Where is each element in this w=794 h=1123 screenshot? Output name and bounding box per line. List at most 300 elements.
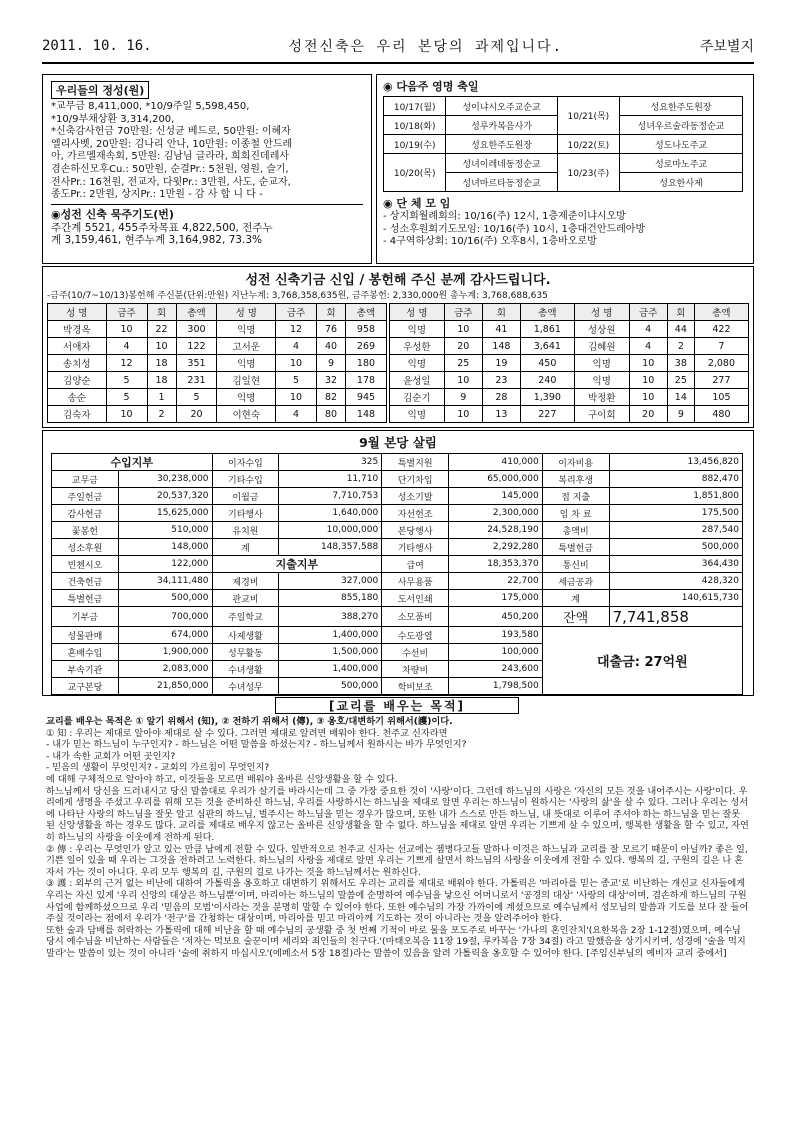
table-cell: 422 bbox=[694, 321, 748, 338]
table-cell: 25 bbox=[444, 355, 482, 372]
table-cell: 익명 bbox=[390, 355, 445, 372]
column-header: 총액 bbox=[345, 304, 386, 321]
account-amount: 2,292,280 bbox=[449, 539, 543, 556]
account-amount: 327,000 bbox=[279, 573, 382, 590]
expense-section-title: 지출지부 bbox=[212, 556, 382, 573]
table-row bbox=[390, 338, 749, 355]
issue-date: 2011. 10. 16. bbox=[42, 38, 152, 54]
doctrine-paragraph: ① 知 : 우리는 제대로 알아야 제대로 살 수 있다. 그러면 제대로 알려면 배워야 한다. 천주교 신자라면 bbox=[46, 727, 448, 739]
table-cell: 44 bbox=[667, 321, 694, 338]
account-name: 수도광열 bbox=[382, 627, 449, 644]
account-amount: 674,000 bbox=[118, 627, 212, 644]
account-amount: 1,851,800 bbox=[609, 488, 742, 505]
table-cell: 269 bbox=[345, 338, 386, 355]
account-name: 성무활동 bbox=[212, 644, 279, 661]
page-header bbox=[42, 30, 754, 64]
column-header: 회 bbox=[667, 304, 694, 321]
column-header: 성 명 bbox=[390, 304, 445, 321]
table-row bbox=[52, 590, 743, 607]
table-cell: 480 bbox=[694, 406, 748, 423]
table-cell: 12 bbox=[106, 355, 147, 372]
doctrine-paragraph: - 내가 믿는 하느님이 누구인지? - 하느님은 어떤 말씀을 하셨는지? - 하느님께서 원하시는 바가 무엇인지? bbox=[46, 739, 467, 751]
table-cell: 80 bbox=[317, 406, 346, 423]
table-cell: 10 bbox=[629, 389, 667, 406]
account-name: 유치원 bbox=[212, 522, 279, 539]
account-name: 이자수입 bbox=[212, 454, 279, 471]
offering-line: *10/9부채상환 3,314,200, bbox=[51, 113, 175, 125]
feast-date: 10/23(주) bbox=[557, 154, 619, 192]
table-cell: 김양순 bbox=[48, 372, 107, 389]
balance-label: 잔액 bbox=[542, 607, 609, 627]
doctrine-title: [교리를 배우는 목적] bbox=[275, 697, 519, 714]
table-cell: 122 bbox=[176, 338, 217, 355]
offering-box bbox=[42, 74, 372, 264]
donation-table-right bbox=[389, 303, 749, 423]
income-section-title: 수입지부 bbox=[52, 454, 213, 471]
feast-name: 성루카복음사가 bbox=[446, 116, 557, 135]
table-cell: 성상원 bbox=[574, 321, 629, 338]
table-cell: 10 bbox=[629, 372, 667, 389]
table-row bbox=[48, 406, 387, 423]
column-header: 회 bbox=[482, 304, 520, 321]
donation-box bbox=[42, 266, 754, 428]
table-row bbox=[52, 607, 743, 627]
feast-date: 10/20(목) bbox=[384, 154, 446, 192]
table-cell: 박경옥 bbox=[48, 321, 107, 338]
table-cell: 148 bbox=[482, 338, 520, 355]
account-name: 성소후원 bbox=[52, 539, 119, 556]
table-cell: 익명 bbox=[574, 372, 629, 389]
table-cell: 우성한 bbox=[390, 338, 445, 355]
account-amount: 1,798,500 bbox=[449, 678, 543, 695]
account-amount: 24,528,190 bbox=[449, 522, 543, 539]
schedule-box bbox=[376, 74, 754, 264]
account-amount: 22,700 bbox=[449, 573, 543, 590]
table-row bbox=[52, 488, 743, 505]
account-amount: 15,625,000 bbox=[118, 505, 212, 522]
account-amount: 1,400,000 bbox=[279, 627, 382, 644]
feast-name: 성요한주도원장 bbox=[446, 135, 557, 154]
table-cell: 김숙자 bbox=[48, 406, 107, 423]
table-cell: 178 bbox=[345, 372, 386, 389]
account-name: 꽃봉헌 bbox=[52, 522, 119, 539]
account-amount: 122,000 bbox=[118, 556, 212, 573]
table-cell: 40 bbox=[317, 338, 346, 355]
account-amount: 428,320 bbox=[609, 573, 742, 590]
account-amount: 1,640,000 bbox=[279, 505, 382, 522]
account-name: 접 지출 bbox=[542, 488, 609, 505]
account-amount: 700,000 bbox=[118, 607, 212, 627]
table-cell: 1 bbox=[147, 389, 176, 406]
table-cell: 41 bbox=[482, 321, 520, 338]
account-name: 감사헌금 bbox=[52, 505, 119, 522]
account-name: 세금공과 bbox=[542, 573, 609, 590]
feast-date: 10/21(목) bbox=[557, 97, 619, 135]
account-amount: 364,430 bbox=[609, 556, 742, 573]
account-name: 사제생활 bbox=[212, 627, 279, 644]
finance-box bbox=[42, 430, 754, 696]
feast-name: 성이냐시오주교순교 bbox=[446, 97, 557, 116]
account-name: 수선비 bbox=[382, 644, 449, 661]
account-name: 혼배수입 bbox=[52, 644, 119, 661]
account-amount: 148,000 bbox=[118, 539, 212, 556]
table-cell: 105 bbox=[694, 389, 748, 406]
account-name: 총액비 bbox=[542, 522, 609, 539]
account-name: 기타행사 bbox=[212, 505, 279, 522]
account-amount: 450,200 bbox=[449, 607, 543, 627]
table-cell: 20 bbox=[629, 406, 667, 423]
account-name: 계 bbox=[212, 539, 279, 556]
offering-lines bbox=[51, 101, 363, 202]
table-cell: 10 bbox=[444, 321, 482, 338]
table-row bbox=[390, 355, 749, 372]
doctrine-paragraph: - 믿음의 생활이 무엇인지? - 교회의 가르침이 무엇인지? bbox=[46, 762, 270, 774]
account-amount: 21,850,000 bbox=[118, 678, 212, 695]
table-cell: 익명 bbox=[390, 406, 445, 423]
feast-date: 10/18(화) bbox=[384, 116, 446, 135]
schedule-title: ◉ 다음주 영명 축일 bbox=[383, 80, 479, 93]
account-amount: 145,000 bbox=[449, 488, 543, 505]
column-header: 금주 bbox=[106, 304, 147, 321]
table-cell: 김순기 bbox=[390, 389, 445, 406]
table-cell: 김일현 bbox=[217, 372, 276, 389]
meetings-lines bbox=[383, 211, 747, 249]
account-amount: 243,600 bbox=[449, 661, 543, 678]
table-cell: 38 bbox=[667, 355, 694, 372]
table-cell: 18 bbox=[147, 355, 176, 372]
table-row bbox=[52, 573, 743, 590]
finance-table bbox=[51, 453, 743, 695]
meeting-item: - 상지회월례회의: 10/16(주) 12시, 1층제준이냐시오방 bbox=[383, 211, 626, 222]
doctrine-paragraph: ③ 護 : 외부의 근거 없는 비난에 대하여 가톨릭을 옹호하고 대변하기 위해서도 우리는 교리를 제대로 배워야 한다. 가톨릭은 '마리아를 믿는 종교'로 비난하는 개신교 신자들에게 우리는 자신 있게 '우리 신앙의 대상은 하느님뿐'이며, 마리아는 하느님의 말씀에 순명하여 예수님을 낳으신 어머니로서 '공경의 대상' '사랑의 대상'이며, 겸손하게 하느님의 구원사업에 함께하셨으므로 우리 '믿음의 모범'이시라는 것을 분명히 말할 수 있어야 한다. 또한 예수님의 가장 가까이에 계셨으므로 예수님께서 성모님의 말씀과 기도를 보다 잘 들어주실 것이라는 점에서 우리가 '전구'를 간청하는 대상이며, 마리아를 믿고 마리아께 기도하는 것이 아니라는 것을 알려주어야 한다. bbox=[46, 878, 749, 925]
balance-value: 7,741,858 bbox=[609, 607, 742, 627]
account-name: 제경비 bbox=[212, 573, 279, 590]
table-row bbox=[52, 539, 743, 556]
account-name: 차량비 bbox=[382, 661, 449, 678]
offering-title: 우리들의 정성(원) bbox=[51, 81, 149, 99]
table-cell: 32 bbox=[317, 372, 346, 389]
table-row bbox=[52, 454, 743, 471]
account-amount: 140,615,730 bbox=[609, 590, 742, 607]
account-name: 본당행사 bbox=[382, 522, 449, 539]
account-amount: 11,710 bbox=[279, 471, 382, 488]
doctrine-paragraph: ② 傳 : 우리는 무엇인가 알고 있는 만큼 남에게 전할 수 있다. 일반적으로 천주교 신자는 선교에는 젬병다고들 말하나 이것은 하느님과 교리를 잘 모르기 때문이 아닐까? 좋은 일, 기쁜 일이 있을 때 우리는 그것을 전하려고 노력한다. 하느님의 사랑을 제대로 알면 우리는 기쁘게 살면서 하느님의 사랑을 이웃에게 전할 수 있다. 행복의 길, 구원의 길은 나 혼자서 가는 것이 아니다. 우리 모두 행복의 길, 구원의 길로 나가는 것을 하느님께서는 원하신다. bbox=[46, 843, 748, 878]
table-cell: 2,080 bbox=[694, 355, 748, 372]
account-name: 도서인쇄 bbox=[382, 590, 449, 607]
offering-line: *신축감사헌금 70만원: 신성균 베드로, 50만원: 이혜자 bbox=[51, 126, 291, 138]
account-name: 빈첸시오 bbox=[52, 556, 119, 573]
feast-table bbox=[383, 96, 743, 192]
account-amount: 18,353,370 bbox=[449, 556, 543, 573]
doctrine-paragraph: - 내가 속한 교회가 어떤 곳인지? bbox=[46, 750, 176, 762]
table-cell: 10 bbox=[106, 321, 147, 338]
table-cell: 13 bbox=[482, 406, 520, 423]
feast-name: 성로마노주교 bbox=[620, 154, 743, 173]
table-cell: 10 bbox=[629, 355, 667, 372]
account-amount: 193,580 bbox=[449, 627, 543, 644]
doctrine-lead: 교리를 배우는 목적은 ① 알기 위해서 (知), ② 전하기 위해서 (傳), ③ 옹호/대변하기 위해서(護)이다. bbox=[46, 716, 453, 727]
table-cell: 9 bbox=[667, 406, 694, 423]
table-cell: 227 bbox=[520, 406, 574, 423]
account-name: 특별헌금 bbox=[52, 590, 119, 607]
account-name: 급여 bbox=[382, 556, 449, 573]
table-cell: 고서운 bbox=[217, 338, 276, 355]
account-amount: 30,238,000 bbox=[118, 471, 212, 488]
doctrine-paragraph: 하느님께서 당신을 드러내시고 당신 말씀대로 우리가 살기를 바라시는데 그 중 가장 중요한 것이 '사랑'이다. 그런데 하느님의 사랑은 '자신의 모든 것을 내어주시는 사랑'이다. 우리에게 생명을 주셨고 우리를 위해 모든 것을 준비하신 하느님, 우리를 사랑하시는 하느님을 제대로 알면 우리는 하느님이 원하시는 '사랑의 삶'을 살 수 있다. 그러나 우리는 성서에 나타난 사랑의 하느님을 잘못 알고 심판의 하느님, 벌주시는 하느님을 믿는 경우가 많으며, 또한 내가 스스로 만든 하느님, 내 뜻대로 이루어 주셔야 하는 하느님을 믿는 잘못된 신앙생활을 하는 경우도 많다. 교리를 제대로 배우지 않고는 올바른 신앙생활을 할 수 없다. 하느님을 제대로 알면 우리는 기쁘게 살 수 있으며, 행복한 생활을 할 수 있고, 자연히 하느님의 사랑을 이웃에게 전하게 된다. bbox=[46, 785, 749, 843]
feast-name: 성요한주도원장 bbox=[620, 97, 743, 116]
account-amount: 2,083,000 bbox=[118, 661, 212, 678]
feast-name: 성요한사제 bbox=[620, 173, 743, 192]
table-cell: 351 bbox=[176, 355, 217, 372]
column-header: 금주 bbox=[444, 304, 482, 321]
column-header: 총액 bbox=[520, 304, 574, 321]
feast-date: 10/17(월) bbox=[384, 97, 446, 116]
doctrine-paragraph: 에 대해 구체적으로 알아야 하고, 이것들을 모르면 배워야 올바른 신앙생활을 할 수 있다. bbox=[46, 773, 398, 785]
table-cell: 18 bbox=[147, 372, 176, 389]
table-cell: 익명 bbox=[217, 321, 276, 338]
column-header: 성 명 bbox=[217, 304, 276, 321]
account-amount: 100,000 bbox=[449, 644, 543, 661]
table-row bbox=[48, 389, 387, 406]
offering-line: 전사Pr.: 16천원, 전교자, 다윗Pr.: 3만원, 사도, 순교자, bbox=[51, 176, 291, 188]
account-amount: 175,500 bbox=[609, 505, 742, 522]
account-name: 특별지원 bbox=[382, 454, 449, 471]
account-name: 수녀성무 bbox=[212, 678, 279, 695]
table-cell: 3,641 bbox=[520, 338, 574, 355]
table-row bbox=[52, 556, 743, 573]
table-cell: 5 bbox=[106, 372, 147, 389]
table-row bbox=[48, 321, 387, 338]
offering-line: 종도Pr.: 2만원, 상지Pr.: 1만원 - 감 사 합 니 다 - bbox=[51, 189, 263, 201]
table-row bbox=[52, 505, 743, 522]
table-row bbox=[390, 321, 749, 338]
table-cell: 20 bbox=[444, 338, 482, 355]
account-amount: 325 bbox=[279, 454, 382, 471]
account-amount: 882,470 bbox=[609, 471, 742, 488]
table-cell: 익명 bbox=[390, 321, 445, 338]
account-amount: 500,000 bbox=[279, 678, 382, 695]
table-row bbox=[48, 338, 387, 355]
account-name: 단기차입 bbox=[382, 471, 449, 488]
table-cell: 박정환 bbox=[574, 389, 629, 406]
account-name: 이자비용 bbox=[542, 454, 609, 471]
table-cell: 4 bbox=[276, 406, 317, 423]
account-name: 주일헌금 bbox=[52, 488, 119, 505]
account-name: 교구본당 bbox=[52, 678, 119, 695]
account-name: 관교비 bbox=[212, 590, 279, 607]
feast-name: 성녀우르술라동정순교 bbox=[620, 116, 743, 135]
table-cell: 12 bbox=[276, 321, 317, 338]
table-cell: 4 bbox=[106, 338, 147, 355]
account-amount: 7,710,753 bbox=[279, 488, 382, 505]
table-cell: 300 bbox=[176, 321, 217, 338]
table-cell: 945 bbox=[345, 389, 386, 406]
table-cell: 82 bbox=[317, 389, 346, 406]
meetings-title: ◉ 단 체 모 임 bbox=[383, 197, 451, 210]
account-name: 계 bbox=[542, 590, 609, 607]
prayer-lines bbox=[51, 222, 363, 247]
table-row bbox=[52, 471, 743, 488]
table-row bbox=[390, 406, 749, 423]
account-name: 기부금 bbox=[52, 607, 119, 627]
table-cell: 10 bbox=[276, 389, 317, 406]
account-amount: 175,000 bbox=[449, 590, 543, 607]
account-name: 건축헌금 bbox=[52, 573, 119, 590]
table-cell: 20 bbox=[176, 406, 217, 423]
table-cell: 958 bbox=[345, 321, 386, 338]
account-amount: 500,000 bbox=[118, 590, 212, 607]
table-cell: 익명 bbox=[574, 355, 629, 372]
column-header: 회 bbox=[147, 304, 176, 321]
account-name: 기타수입 bbox=[212, 471, 279, 488]
feast-name: 성녀마르타동정순교 bbox=[446, 173, 557, 192]
donation-summary: -금주(10/7~10/13)봉헌해 주신분(단위:만원) 지난누계: 3,768,358,635원, 금주봉헌: 2,330,000원 총누계: 3,768,688,635 bbox=[47, 291, 548, 301]
column-header: 금주 bbox=[276, 304, 317, 321]
account-name: 주일학교 bbox=[212, 607, 279, 627]
table-cell: 익명 bbox=[217, 389, 276, 406]
donation-title: 성전 신축기금 신입 / 봉헌해 주신 분께 감사드립니다. bbox=[245, 273, 551, 288]
account-name: 이월금 bbox=[212, 488, 279, 505]
table-cell: 240 bbox=[520, 372, 574, 389]
table-cell: 5 bbox=[176, 389, 217, 406]
table-cell: 서애자 bbox=[48, 338, 107, 355]
table-cell: 28 bbox=[482, 389, 520, 406]
table-cell: 231 bbox=[176, 372, 217, 389]
table-cell: 2 bbox=[147, 406, 176, 423]
table-row bbox=[390, 372, 749, 389]
table-row bbox=[48, 355, 387, 372]
account-name: 복리후생 bbox=[542, 471, 609, 488]
column-header: 성 명 bbox=[574, 304, 629, 321]
table-cell: 구이회 bbox=[574, 406, 629, 423]
table-cell: 송치성 bbox=[48, 355, 107, 372]
account-amount: 34,111,480 bbox=[118, 573, 212, 590]
table-row bbox=[390, 389, 749, 406]
table-row bbox=[48, 372, 387, 389]
account-amount: 1,500,000 bbox=[279, 644, 382, 661]
table-cell: 9 bbox=[317, 355, 346, 372]
account-name: 자선헌조 bbox=[382, 505, 449, 522]
finance-title: 9월 본당 살림 bbox=[359, 435, 437, 450]
feast-name: 성녀이레네동정순교 bbox=[446, 154, 557, 173]
feast-name: 성도나도주교 bbox=[620, 135, 743, 154]
bulletin-label: 주보별지 bbox=[699, 39, 754, 55]
account-amount: 287,540 bbox=[609, 522, 742, 539]
prayer-title: ◉성전 신축 묵주기도(번) bbox=[51, 204, 363, 222]
account-name: 성소기발 bbox=[382, 488, 449, 505]
table-cell: 5 bbox=[276, 372, 317, 389]
offering-line: 엘리사벳, 20만원: 김나리 안나, 10만원: 이종철 안드레 bbox=[51, 138, 293, 150]
offering-line: 아, 가르멜재속회, 5만원: 김남님 글라라, 희희진데레사 bbox=[51, 151, 290, 163]
doctrine-body bbox=[46, 716, 749, 959]
feast-date: 10/22(토) bbox=[557, 135, 619, 154]
account-amount: 1,400,000 bbox=[279, 661, 382, 678]
feast-date: 10/19(수) bbox=[384, 135, 446, 154]
account-amount: 10,000,000 bbox=[279, 522, 382, 539]
offering-line: *교무금 8,411,000, *10/9주일 5,598,450, bbox=[51, 101, 250, 112]
offering-line: 겸손하신모후Cu.: 50만원, 순결Pr.: 5천원, 영원, 슬기, bbox=[51, 163, 289, 175]
account-name: 교무금 bbox=[52, 471, 119, 488]
account-name: 특별헌금 bbox=[542, 539, 609, 556]
meeting-item: - 성소후원회기도모임: 10/16(주) 10시, 1층대건안드레아방 bbox=[383, 223, 646, 235]
page-title: 성전신축은 우리 본당의 과제입니다. bbox=[288, 39, 564, 55]
table-cell: 2 bbox=[667, 338, 694, 355]
account-amount: 388,270 bbox=[279, 607, 382, 627]
prayer-line: 주간계 5521, 455주차목표 4,822,500, 전주누 bbox=[51, 221, 273, 234]
account-name: 임 차 료 bbox=[542, 505, 609, 522]
account-amount: 148,357,588 bbox=[279, 539, 382, 556]
account-name: 통신비 bbox=[542, 556, 609, 573]
account-amount: 410,000 bbox=[449, 454, 543, 471]
table-cell: 익명 bbox=[217, 355, 276, 372]
table-cell: 76 bbox=[317, 321, 346, 338]
meeting-item: - 4구역하상회: 10/16(주) 오후8시, 1층바오로방 bbox=[383, 236, 597, 248]
table-cell: 10 bbox=[276, 355, 317, 372]
account-name: 기타행사 bbox=[382, 539, 449, 556]
account-name: 소모품비 bbox=[382, 607, 449, 627]
table-cell: 10 bbox=[444, 406, 482, 423]
account-amount: 855,180 bbox=[279, 590, 382, 607]
table-cell: 10 bbox=[147, 338, 176, 355]
column-header: 성 명 bbox=[48, 304, 107, 321]
table-cell: 25 bbox=[667, 372, 694, 389]
table-row bbox=[52, 627, 743, 644]
table-cell: 10 bbox=[106, 406, 147, 423]
table-cell: 이현숙 bbox=[217, 406, 276, 423]
table-row bbox=[52, 522, 743, 539]
doctrine-paragraph: 또한 술과 담배를 허락하는 가톨릭에 대해 비난을 할 때 예수님의 공생활 중 첫 번째 기적이 바로 물을 포도주로 바꾸는 '가나의 혼인잔치'(요한복음 2장 1-12절)였으며, 예수님 당시 예수님을 비난하는 사람들은 '저자는 먹보요 술꾼이며 세리와 죄인들의 친구다.'(마태오복음 11장 19절, 루카복음 7장 34절) 라고 말했음을 상기시키며, 성경에 '술을 먹지 말라'는 말씀이 있는 것이 아니라 '술에 취하지 마십시오'(에페소서 5장 18절)라는 말씀이 있음을 알려 가톨릭을 옹호할 수 있어야 한다. [주임신부님의 예비자 교리 중에서] bbox=[46, 924, 746, 959]
table-cell: 23 bbox=[482, 372, 520, 389]
account-name: 사무용품 bbox=[382, 573, 449, 590]
table-cell: 4 bbox=[629, 321, 667, 338]
column-header: 총액 bbox=[176, 304, 217, 321]
column-header: 회 bbox=[317, 304, 346, 321]
table-cell: 윤성일 bbox=[390, 372, 445, 389]
table-cell: 22 bbox=[147, 321, 176, 338]
table-cell: 14 bbox=[667, 389, 694, 406]
table-cell: 7 bbox=[694, 338, 748, 355]
prayer-line: 계 3,159,461, 현주누계 3,164,982, 73.3% bbox=[51, 234, 262, 247]
account-amount: 20,537,320 bbox=[118, 488, 212, 505]
table-cell: 송순 bbox=[48, 389, 107, 406]
account-amount: 13,456,820 bbox=[609, 454, 742, 471]
account-amount: 510,000 bbox=[118, 522, 212, 539]
account-amount: 65,000,000 bbox=[449, 471, 543, 488]
table-cell: 김혜원 bbox=[574, 338, 629, 355]
table-cell: 277 bbox=[694, 372, 748, 389]
table-cell: 4 bbox=[629, 338, 667, 355]
account-amount: 2,300,000 bbox=[449, 505, 543, 522]
donation-table-left bbox=[47, 303, 387, 423]
column-header: 총액 bbox=[694, 304, 748, 321]
table-cell: 450 bbox=[520, 355, 574, 372]
table-cell: 180 bbox=[345, 355, 386, 372]
table-cell: 9 bbox=[444, 389, 482, 406]
column-header: 금주 bbox=[629, 304, 667, 321]
account-amount: 500,000 bbox=[609, 539, 742, 556]
table-cell: 1,390 bbox=[520, 389, 574, 406]
table-cell: 19 bbox=[482, 355, 520, 372]
table-cell: 10 bbox=[444, 372, 482, 389]
account-name: 부속기관 bbox=[52, 661, 119, 678]
account-name: 학비보조 bbox=[382, 678, 449, 695]
account-name: 수녀생활 bbox=[212, 661, 279, 678]
table-cell: 148 bbox=[345, 406, 386, 423]
loan-amount: 대출금: 27억원 bbox=[542, 627, 742, 695]
account-amount: 1,900,000 bbox=[118, 644, 212, 661]
table-cell: 1,861 bbox=[520, 321, 574, 338]
account-name: 성물판매 bbox=[52, 627, 119, 644]
